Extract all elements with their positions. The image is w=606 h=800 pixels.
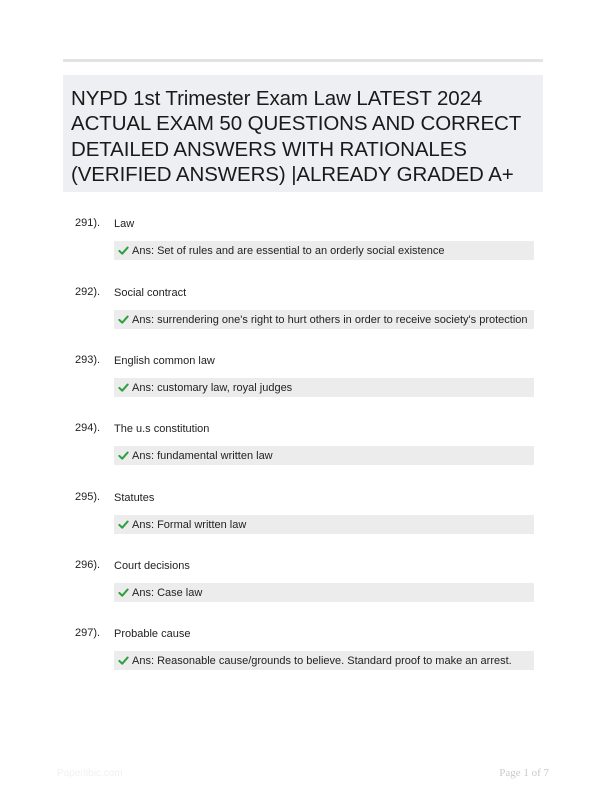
answer-text: Ans: fundamental written law (132, 449, 273, 462)
answer-text: Ans: Formal written law (132, 518, 247, 531)
question-text: English common law (114, 355, 215, 367)
answer-text: Ans: Reasonable cause/grounds to believe. Standard proof to make an arrest. (132, 654, 512, 667)
check-icon (118, 314, 129, 325)
question-number: 296). (75, 559, 101, 571)
question-text: Social contract (114, 287, 187, 299)
title-line: ACTUAL EXAM 50 QUESTIONS AND CORRECT (71, 112, 522, 136)
check-icon (118, 245, 129, 256)
answer-text: Ans: customary law, royal judges (132, 381, 293, 394)
answer-box (114, 310, 534, 329)
answer-box (114, 515, 534, 534)
top-divider (63, 59, 543, 62)
answer-text: Ans: Case law (132, 586, 203, 599)
question-text: Law (114, 218, 135, 230)
answer-box (114, 378, 534, 397)
question-number: 297). (75, 627, 101, 639)
question-text: The u.s constitution (114, 423, 210, 435)
question-number: 295). (75, 491, 101, 503)
title-line: NYPD 1st Trimester Exam Law LATEST 2024 (71, 87, 483, 110)
question-number: 292). (75, 286, 101, 298)
answer-text: Ans: Set of rules and are essential to an orderly social existence (132, 244, 445, 257)
answer-box (114, 651, 534, 670)
page-number: Page 1 of 7 (499, 767, 549, 779)
question-number: 291). (75, 217, 101, 229)
check-icon (118, 655, 129, 666)
question-number: 294). (75, 422, 101, 434)
answer-box (114, 446, 534, 465)
footer-watermark: Paperlibic.com (57, 768, 123, 779)
answer-box (114, 241, 534, 260)
question-number: 293). (75, 354, 101, 366)
check-icon (118, 587, 129, 598)
title-line: (VERIFIED ANSWERS) |ALREADY GRADED A+ (71, 163, 514, 187)
question-text: Court decisions (114, 560, 190, 572)
question-text: Statutes (114, 492, 155, 504)
title-line: DETAILED ANSWERS WITH RATIONALES (71, 137, 467, 161)
answer-box (114, 583, 534, 602)
question-text: Probable cause (114, 628, 191, 640)
check-icon (118, 519, 129, 530)
answer-text: Ans: surrendering one's right to hurt others in order to receive society's protection (132, 313, 528, 326)
document-title-box (63, 75, 543, 192)
check-icon (118, 382, 129, 393)
check-icon (118, 450, 129, 461)
